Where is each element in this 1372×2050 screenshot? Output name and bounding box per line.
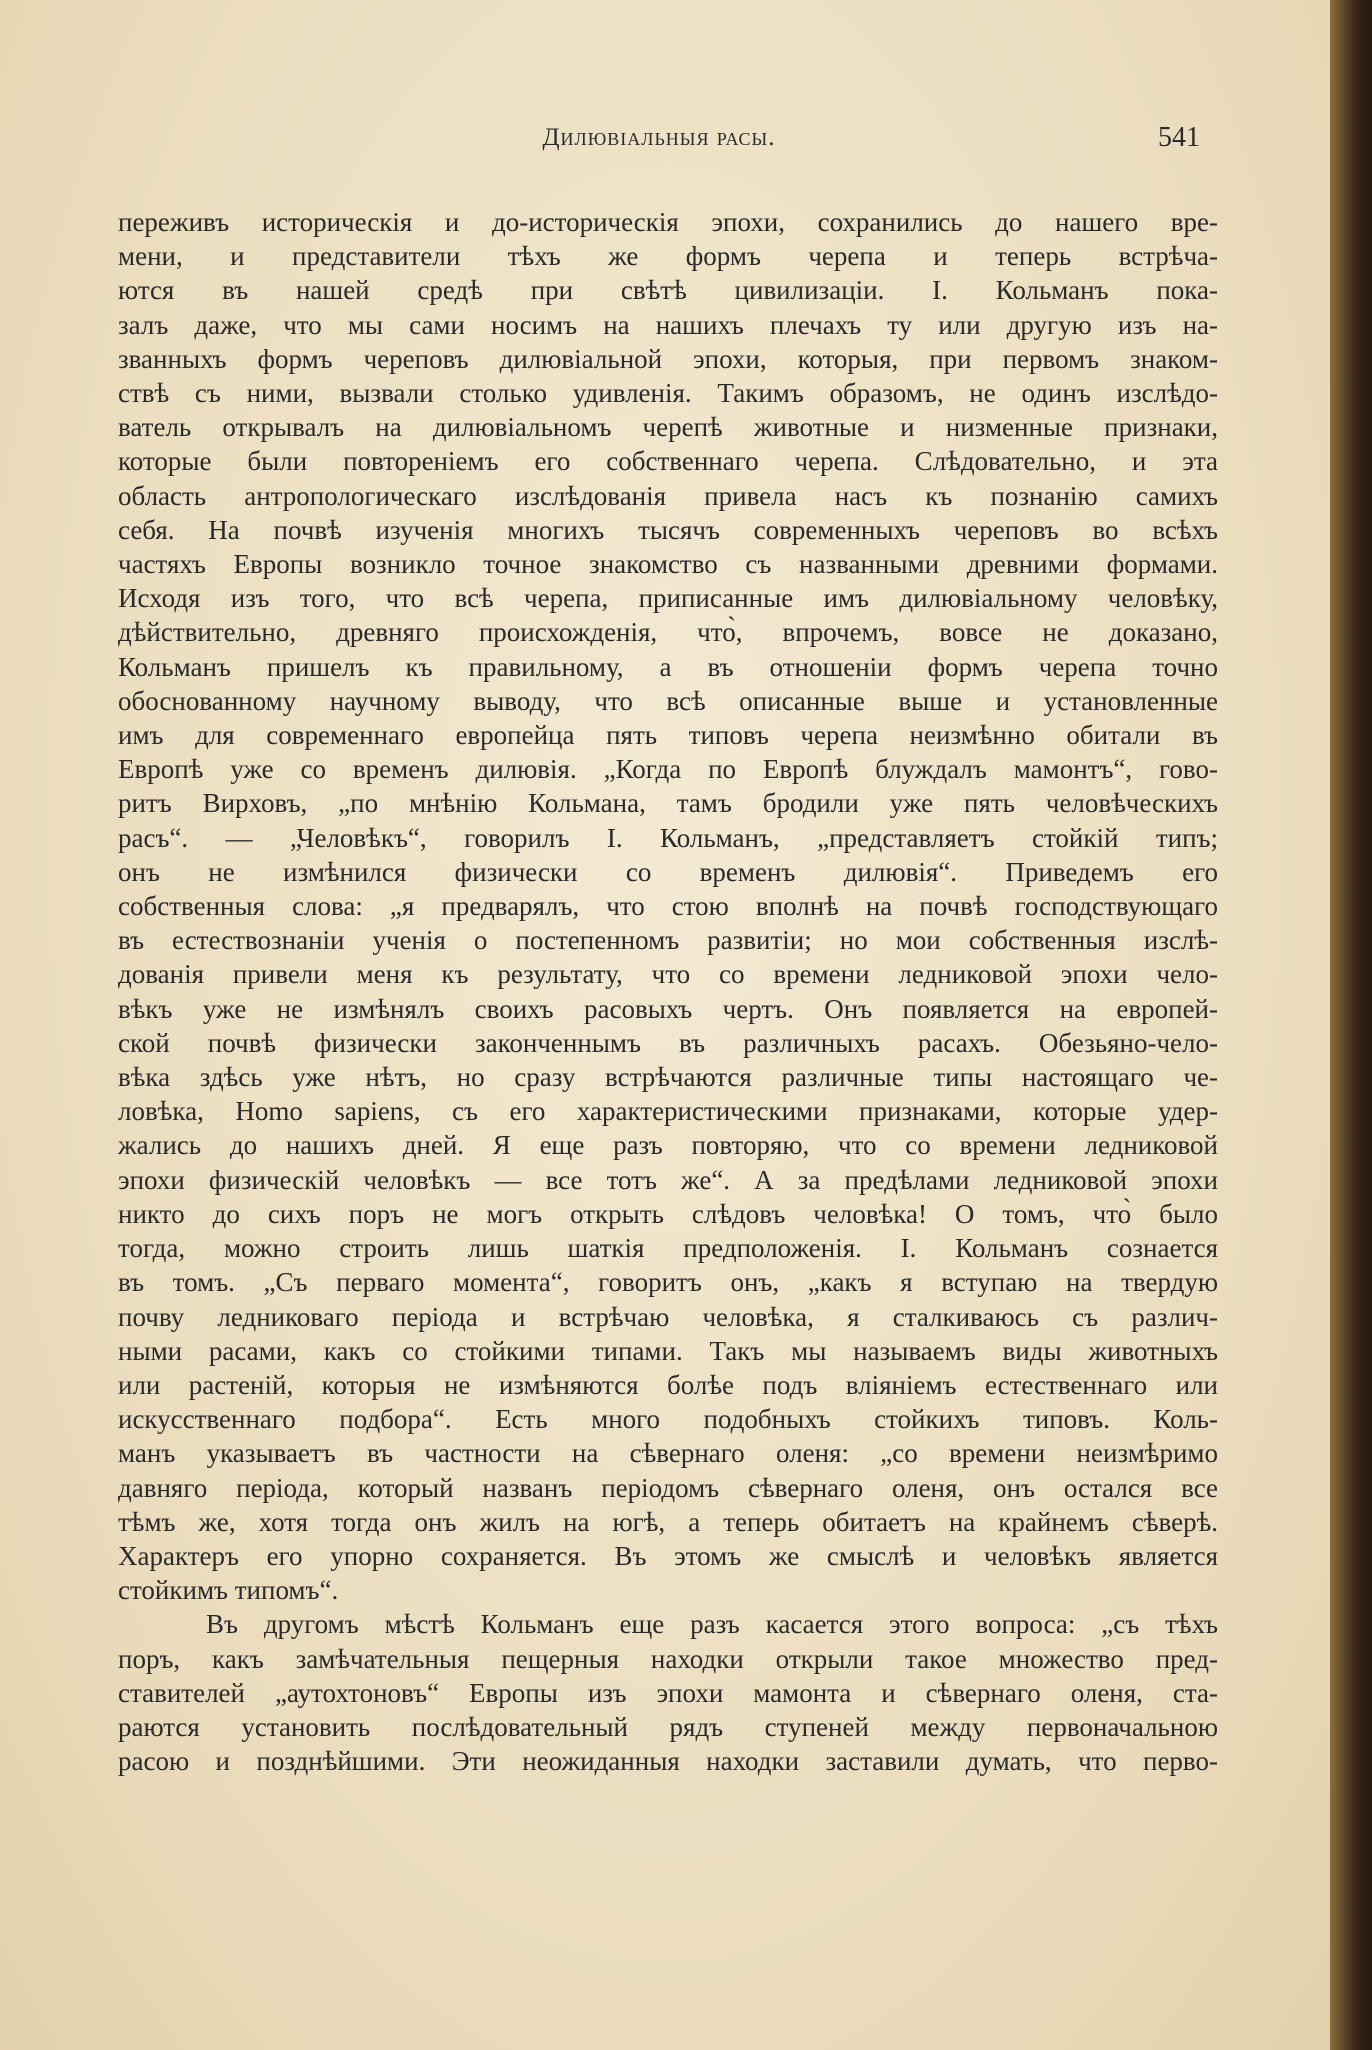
text-line: расою и позднѣйшими. Эти неожиданныя находки заставили думать, что перво- bbox=[118, 1746, 1218, 1777]
text-line: залъ даже, что мы сами носимъ на нашихъ плечахъ ту или другую изъ на- bbox=[118, 309, 1218, 340]
text-line: искусственнаго подбора“. Есть много подобныхъ стойкихъ типовъ. Коль- bbox=[118, 1404, 1218, 1435]
text-line: давняго періода, который названъ періодомъ сѣвернаго оленя, онъ остался все bbox=[118, 1472, 1218, 1503]
text-line: область антропологическаго изслѣдованія привела насъ къ познанію самихъ bbox=[118, 480, 1218, 511]
text-line: ствѣ съ ними, вызвали столько удивленія. Такимъ образомъ, не одинъ изслѣдо- bbox=[118, 378, 1218, 409]
text-line: которые были повтореніемъ его собственнаго черепа. Слѣдовательно, и эта bbox=[118, 446, 1218, 477]
text-line: расъ“. — „Человѣкъ“, говорилъ I. Кольманъ, „представляетъ стойкій типъ; bbox=[118, 822, 1218, 853]
page-number: 541 bbox=[1158, 122, 1200, 153]
text-line: эпохи физическій человѣкъ — все тотъ же“. А за предѣлами ледниковой эпохи bbox=[118, 1164, 1218, 1195]
text-line: вѣкъ уже не измѣнялъ своихъ расовыхъ чертъ. Онъ появляется на европей- bbox=[118, 993, 1218, 1024]
running-head bbox=[118, 122, 1200, 162]
text-line: имъ для современнаго европейца пять типовъ черепа неизмѣнно обитали въ bbox=[118, 720, 1218, 751]
text-line: тѣмъ же, хотя тогда онъ жилъ на югѣ, а теперь обитаетъ на крайнемъ сѣверѣ. bbox=[118, 1506, 1218, 1537]
text-line: дѣйствительно, древняго происхожденія, что̀, впрочемъ, вовсе не доказано, bbox=[118, 617, 1218, 648]
text-line: никто до сихъ поръ не могъ открыть слѣдовъ человѣка! О томъ, что̀ было bbox=[118, 1198, 1218, 1229]
text-line: Европѣ уже со временъ дилювія. „Когда по Европѣ блуждалъ мамонтъ“, гово- bbox=[118, 754, 1218, 785]
text-line: ритъ Вирховъ, „по мнѣнію Кольмана, тамъ бродили уже пять человѣческихъ bbox=[118, 788, 1218, 819]
text-line: вѣка здѣсь уже нѣтъ, но сразу встрѣчаются различные типы настоящаго че- bbox=[118, 1062, 1218, 1093]
text-line: ловѣка, Homo sapiens, съ его характеристическими признаками, которые удер- bbox=[118, 1096, 1218, 1127]
page-edge-shadow bbox=[1330, 0, 1372, 2050]
text-line: почву ледниковаго періода и встрѣчаю человѣка, я сталкиваюсь съ различ- bbox=[118, 1301, 1218, 1332]
text-line: Въ другомъ мѣстѣ Кольманъ еще разъ касается этого вопроса: „съ тѣхъ bbox=[206, 1609, 1218, 1640]
text-line: переживъ историческія и до-историческія эпохи, сохранились до нашего вре- bbox=[118, 207, 1218, 237]
text-line: ными расами, какъ со стойкими типами. Такъ мы называемъ виды животныхъ bbox=[118, 1335, 1218, 1366]
text-line: ватель открывалъ на дилювіальномъ черепѣ животные и низменные признаки, bbox=[118, 412, 1218, 443]
text-line: раются установить послѣдовательный рядъ ступеней между первоначальною bbox=[118, 1711, 1218, 1742]
text-line: частяхъ Европы возникло точное знакомство съ названными древними формами. bbox=[118, 549, 1218, 580]
text-line: званныхъ формъ череповъ дилювіальной эпохи, которыя, при первомъ знаком- bbox=[118, 343, 1218, 374]
text-line: Характеръ его упорно сохраняется. Въ этомъ же смыслѣ и человѣкъ является bbox=[118, 1540, 1218, 1571]
text-line: ставителей „аутохтоновъ“ Европы изъ эпохи мамонта и сѣвернаго оленя, ста- bbox=[118, 1677, 1218, 1708]
text-line: онъ не измѣнился физически со временъ дилювія“. Приведемъ его bbox=[118, 856, 1218, 887]
text-line: ской почвѣ физически законченнымъ въ различныхъ расахъ. Обезьяно-чело- bbox=[118, 1027, 1218, 1058]
text-line: собственныя слова: „я предварялъ, что стою вполнѣ на почвѣ господствующаго bbox=[118, 891, 1218, 922]
text-line: поръ, какъ замѣчательныя пещерныя находки открыли такое множество пред- bbox=[118, 1643, 1218, 1674]
text-line: въ томъ. „Съ перваго момента“, говоритъ онъ, „какъ я вступаю на твердую bbox=[118, 1267, 1218, 1298]
text-line: тогда, можно строить лишь шаткія предположенія. I. Кольманъ сознается bbox=[118, 1233, 1218, 1264]
text-line: манъ указываетъ въ частности на сѣвернаго оленя: „со времени неизмѣримо bbox=[118, 1438, 1218, 1469]
text-line: ются въ нашей средѣ при свѣтѣ цивилизаціи. I. Кольманъ пока- bbox=[118, 275, 1218, 306]
text-line: мени, и представители тѣхъ же формъ черепа и теперь встрѣча- bbox=[118, 241, 1218, 272]
text-line: въ естествознаніи ученія о постепенномъ развитіи; но мои собственныя изслѣ- bbox=[118, 925, 1218, 956]
text-line: Исходя изъ того, что всѣ черепа, приписанные имъ дилювіальному человѣку, bbox=[118, 583, 1218, 614]
text-line: или растеній, которыя не измѣняются болѣе подъ вліяніемъ естественнаго или bbox=[118, 1369, 1218, 1400]
text-line: жались до нашихъ дней. Я еще разъ повторяю, что со времени ледниковой bbox=[118, 1130, 1218, 1161]
running-head-title: Дилювіальныя расы. bbox=[542, 124, 776, 151]
body-text bbox=[118, 205, 1218, 1778]
text-line: обоснованному научному выводу, что всѣ описанные выше и установленные bbox=[118, 685, 1218, 716]
text-line: дованія привели меня къ результату, что со времени ледниковой эпохи чело- bbox=[118, 959, 1218, 990]
text-line: Кольманъ пришелъ къ правильному, а въ отношеніи формъ черепа точно bbox=[118, 651, 1218, 682]
text-line: себя. На почвѣ изученія многихъ тысячъ современныхъ череповъ во всѣхъ bbox=[118, 514, 1218, 545]
text-line: стойкимъ типомъ“. bbox=[118, 1575, 339, 1606]
